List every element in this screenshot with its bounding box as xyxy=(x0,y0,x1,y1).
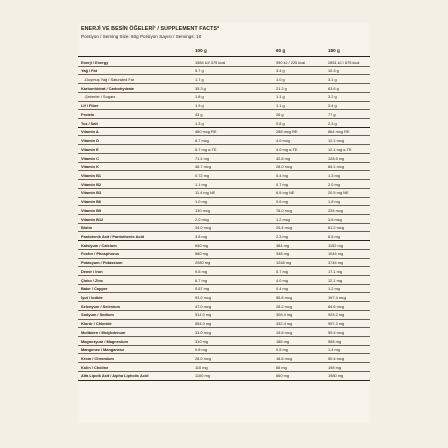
value-60g: 384 mg xyxy=(276,242,289,248)
nutrient-name: Molibden / Molybdenum xyxy=(81,329,126,335)
value-100g: 2.0 mcg xyxy=(195,216,209,222)
value-180g: 3.1 g xyxy=(328,77,337,83)
nutrient-name: Protein xyxy=(81,111,95,117)
value-100g: 1.9 g xyxy=(195,103,204,109)
value-180g: 2.3 g xyxy=(328,120,337,126)
nutrient-row xyxy=(78,93,370,102)
value-180g: 3744 mg xyxy=(328,260,344,266)
value-100g: 71.4 mg xyxy=(195,155,210,161)
nutrient-name: Vitamin D xyxy=(81,138,99,144)
value-60g: 42.8 mg xyxy=(276,155,291,161)
value-180g: 864 mcg RE xyxy=(328,129,350,135)
value-100g: 33.0 mcg xyxy=(195,329,212,335)
value-180g: 3.6 mcg xyxy=(328,216,342,222)
value-180g: 12.1 mcg xyxy=(328,138,345,144)
value-180g: 77 g xyxy=(328,111,336,117)
nutrient-name: Vitamin A xyxy=(81,129,99,135)
nutrient-row xyxy=(78,58,370,67)
nutrient-row xyxy=(78,110,370,119)
nutrient-table xyxy=(78,58,370,381)
value-180g: 1044 mg xyxy=(328,251,344,257)
value-100g: 47.0 mcg xyxy=(195,303,212,309)
nutrient-row xyxy=(78,276,370,285)
value-60g: 308.4 mg xyxy=(276,312,293,318)
value-180g: 234 mcg xyxy=(328,207,343,213)
nutrient-name: Demir / Iron xyxy=(81,268,103,274)
nutrient-row xyxy=(78,224,370,233)
value-60g: 2.3 mg xyxy=(276,233,288,239)
value-100g: 110 mg xyxy=(195,364,208,370)
value-100g: 6.7 mcg xyxy=(195,138,209,144)
nutrient-row xyxy=(78,206,370,215)
value-60g: 0.5 mg xyxy=(276,347,288,353)
value-180g: 61.2 mcg xyxy=(328,225,345,231)
nutrient-row xyxy=(78,119,370,128)
value-60g: 950 kJ / 225 kcal xyxy=(276,59,306,65)
value-60g: 288 mcg RE xyxy=(276,129,298,135)
nutrient-row xyxy=(78,328,370,337)
nutrient-row xyxy=(78,346,370,355)
nutrient-row xyxy=(78,267,370,276)
value-100g: 1.0 mg xyxy=(195,199,207,205)
nutrient-name: Vitamin B9 xyxy=(81,207,102,213)
value-60g: 0.7 mg xyxy=(276,181,288,187)
nutrient-name: İyot / Iodide xyxy=(81,295,103,300)
nutrient-row xyxy=(78,189,370,198)
nutrient-name: Selenyum / Selenium xyxy=(81,303,120,309)
nutrient-name: Alfa Lipoik Asit / Alpha Lipholic Acid xyxy=(81,373,149,379)
value-60g: 28.0 mcg xyxy=(276,164,293,170)
value-180g: 50.4 mcg xyxy=(328,356,345,362)
nutrient-name: Vitamin B2 xyxy=(81,181,102,187)
nutrient-row xyxy=(78,136,370,145)
nutrient-name: Biotin xyxy=(81,225,93,231)
value-100g: 130 mcg xyxy=(195,207,210,213)
value-100g: 554.0 mg xyxy=(195,321,212,327)
value-100g: 6.7 mg xyxy=(195,277,207,283)
facts-title: ENERJİ VE BESİN ÖĞELERİ¹ / SUPPLEMENT FACTS* xyxy=(81,26,220,32)
nutrient-row xyxy=(78,232,370,241)
value-180g: 63.6 g xyxy=(328,85,339,91)
value-100g: 3.8 mg xyxy=(195,233,207,239)
nutrient-name: Vitamin E xyxy=(81,146,99,152)
value-60g: 1.0 g xyxy=(276,77,285,83)
value-180g: 20.5 mg NE xyxy=(328,190,349,196)
value-180g: 3.2 g xyxy=(328,94,337,100)
nutrient-name: Vitamin B12 xyxy=(81,216,104,222)
value-100g: 0.67 mg xyxy=(195,286,210,292)
value-60g: 55.8 mcg xyxy=(276,295,293,300)
value-180g: 2.0 mg xyxy=(328,181,340,187)
value-60g: 19.8 mcg xyxy=(276,329,293,335)
value-60g: 1248 mg xyxy=(276,260,292,266)
nutrient-row xyxy=(78,154,370,163)
value-180g: 84.6 mcg xyxy=(328,303,345,309)
value-100g: 34.0 mcg xyxy=(195,225,212,231)
value-100g: 28.0 mcg xyxy=(195,356,212,362)
value-60g: 26 g xyxy=(276,111,284,117)
value-180g: 12.1 mg α-TE xyxy=(328,146,352,152)
value-60g: 66 mg xyxy=(276,364,287,370)
value-180g: 59.4 mcg xyxy=(328,329,345,335)
value-60g: 1.1 g xyxy=(276,94,285,100)
nutrient-row xyxy=(78,145,370,154)
nutrient-name: Lif / Fiber xyxy=(81,103,99,109)
value-100g: 1.7 g xyxy=(195,77,204,83)
nutrient-name: Potasyum / Potassium xyxy=(81,260,123,266)
nutrient-name: Mangenez / Manganese xyxy=(81,347,125,353)
nutrient-name: Pantotenik Asit / Pantothenic Acid xyxy=(81,233,145,239)
nutrient-row xyxy=(78,215,370,224)
nutrient-row xyxy=(78,102,370,111)
nutrient-name: Vitamin K xyxy=(81,164,99,170)
value-100g: 1.3 g xyxy=(195,120,204,126)
nutrient-row xyxy=(78,241,370,250)
nutrient-row xyxy=(78,363,370,372)
value-100g: 1.1 mg xyxy=(195,181,207,187)
value-60g: 348 mg xyxy=(276,251,289,257)
supplement-facts-panel xyxy=(78,23,370,423)
nutrient-row xyxy=(78,198,370,207)
value-60g: 0.4 mg xyxy=(276,286,288,292)
nutrient-row xyxy=(78,302,370,311)
value-60g: 1.1 g xyxy=(276,103,285,109)
value-100g: 580 mg xyxy=(195,251,208,257)
value-100g: 1100 mg xyxy=(195,373,210,379)
nutrient-name: Tuz / Salt xyxy=(81,120,98,126)
column-headers xyxy=(78,48,370,57)
value-100g: 0.72 mg xyxy=(195,172,210,178)
value-60g: 186 mg xyxy=(276,338,289,344)
value-180g: 6.8 mg xyxy=(328,233,340,239)
nutrient-name: Klorür / Chloride xyxy=(81,321,112,327)
nutrient-row xyxy=(78,128,370,137)
column-header-180g: 180 g xyxy=(328,48,340,53)
value-180g: 12.1 mg xyxy=(328,277,343,283)
value-100g: 2080 mg xyxy=(195,260,211,266)
nutrient-name: Çinko / Zinc xyxy=(81,277,104,283)
nutrient-name: Enerji / Energy xyxy=(81,59,109,65)
value-180g: 167.4 mcg xyxy=(328,295,347,300)
value-60g: 21.2 g xyxy=(276,85,287,91)
nutrient-name: Sodyum / Sodium xyxy=(81,312,114,318)
value-60g: 0.8 g xyxy=(276,120,285,126)
value-60g: 5.7 mg xyxy=(276,268,288,274)
nutrient-row xyxy=(78,285,370,294)
nutrient-row xyxy=(78,337,370,346)
value-180g: 925.2 mg xyxy=(328,312,345,318)
value-180g: 997.2 mg xyxy=(328,321,345,327)
column-header-60g: 60 g xyxy=(276,48,286,53)
nutrient-name: Yağ / Fat xyxy=(81,68,97,74)
nutrient-row xyxy=(78,84,370,93)
nutrient-name: Fosfor / Phosphorus xyxy=(81,251,120,257)
column-header-100g: 100 g xyxy=(195,48,207,53)
nutrient-name: Bakır / Copper xyxy=(81,286,108,292)
nutrient-row xyxy=(78,372,370,381)
value-60g: 660 mg xyxy=(276,373,289,379)
value-100g: 43 g xyxy=(195,111,203,117)
value-180g: 198 mg xyxy=(328,364,341,370)
nutrient-name: -Doymuş Yağ / Saturated Fat xyxy=(84,77,135,83)
value-100g: 35.3 g xyxy=(195,85,206,91)
value-60g: 20.4 mcg xyxy=(276,225,293,231)
value-60g: 6.9 mg NE xyxy=(276,190,295,196)
value-180g: 1152 mg xyxy=(328,242,343,248)
value-180g: 10.3 g xyxy=(328,68,339,74)
value-180g: 17.1 mg xyxy=(328,268,343,274)
nutrient-row xyxy=(78,354,370,363)
value-180g: 1.2 mg xyxy=(328,286,340,292)
value-100g: 9.5 mg xyxy=(195,268,207,274)
value-100g: 1584 kJ/ 375 kcal xyxy=(195,59,226,65)
value-60g: 4.0 mcg xyxy=(276,138,290,144)
value-100g: 0.8 mg xyxy=(195,347,207,353)
value-180g: 128.5 mg xyxy=(328,155,345,161)
value-60g: 0.4 mg xyxy=(276,172,288,178)
nutrient-row xyxy=(78,67,370,76)
value-60g: 0.6 mg xyxy=(276,199,288,205)
nutrient-name: Kalsiyum / Calcium xyxy=(81,242,117,248)
value-100g: 6.7 mg α-TE xyxy=(195,146,217,152)
serving-info: Porsiyon / Serving Size: 60g Porsiyon Sayısı / Servings: 10 xyxy=(81,34,202,39)
value-60g: 16.8 mcg xyxy=(276,356,293,362)
value-60g: 1.2 mcg xyxy=(276,216,290,222)
value-100g: 310 mg xyxy=(195,338,208,344)
value-60g: 332.4 mg xyxy=(276,321,293,327)
nutrient-name: Magnezyum / Magnesium xyxy=(81,338,128,344)
value-180g: 1980 mg xyxy=(328,373,344,379)
value-100g: 514.0 mg xyxy=(195,312,212,318)
nutrient-row xyxy=(78,75,370,84)
value-100g: 5.7 g xyxy=(195,68,204,74)
value-180g: 84.1 mcg xyxy=(328,164,345,170)
value-60g: 78.0 mcg xyxy=(276,207,293,213)
nutrient-name: Krom / Chromium xyxy=(81,356,114,362)
value-180g: 1.8 mg xyxy=(328,199,340,205)
value-180g: 2851 kJ / 675 kcal xyxy=(328,59,360,65)
nutrient-name: Kolin / Choline xyxy=(81,364,109,370)
nutrient-row xyxy=(78,250,370,259)
nutrient-row xyxy=(78,171,370,180)
value-60g: 4.0 mg xyxy=(276,277,288,283)
value-100g: 1.8 g xyxy=(195,94,204,100)
value-100g: 93.0 mcg xyxy=(195,295,212,300)
value-180g: 3.4 g xyxy=(328,103,337,109)
nutrient-name: Karbonhidrat / Carbohydrate xyxy=(81,85,134,91)
value-180g: 1.3 mg xyxy=(328,172,340,178)
nutrient-name: -Şekerler / Sugars xyxy=(84,94,116,100)
value-60g: 4.0 mg α-TE xyxy=(276,146,298,152)
value-100g: 480 mcg RE xyxy=(195,129,217,135)
nutrient-row xyxy=(78,259,370,268)
value-60g: 28.2 mcg xyxy=(276,303,293,309)
value-180g: 558 mg xyxy=(328,338,341,344)
value-180g: 1.4 mg xyxy=(328,347,340,353)
nutrient-row xyxy=(78,163,370,172)
nutrient-name: Vitamin B1 xyxy=(81,172,102,178)
nutrient-name: Vitamin C xyxy=(81,155,99,161)
nutrient-row xyxy=(78,311,370,320)
nutrient-name: Vitamin B6 xyxy=(81,199,102,205)
nutrient-row xyxy=(78,293,370,302)
value-100g: 640 mg xyxy=(195,242,208,248)
nutrient-name: Vitamin B3 xyxy=(81,190,102,196)
value-100g: 11.4 mg NE xyxy=(195,190,216,196)
nutrient-row xyxy=(78,320,370,329)
value-100g: 46.7 mcg xyxy=(195,164,212,170)
nutrient-row xyxy=(78,180,370,189)
value-60g: 3.4 g xyxy=(276,68,285,74)
